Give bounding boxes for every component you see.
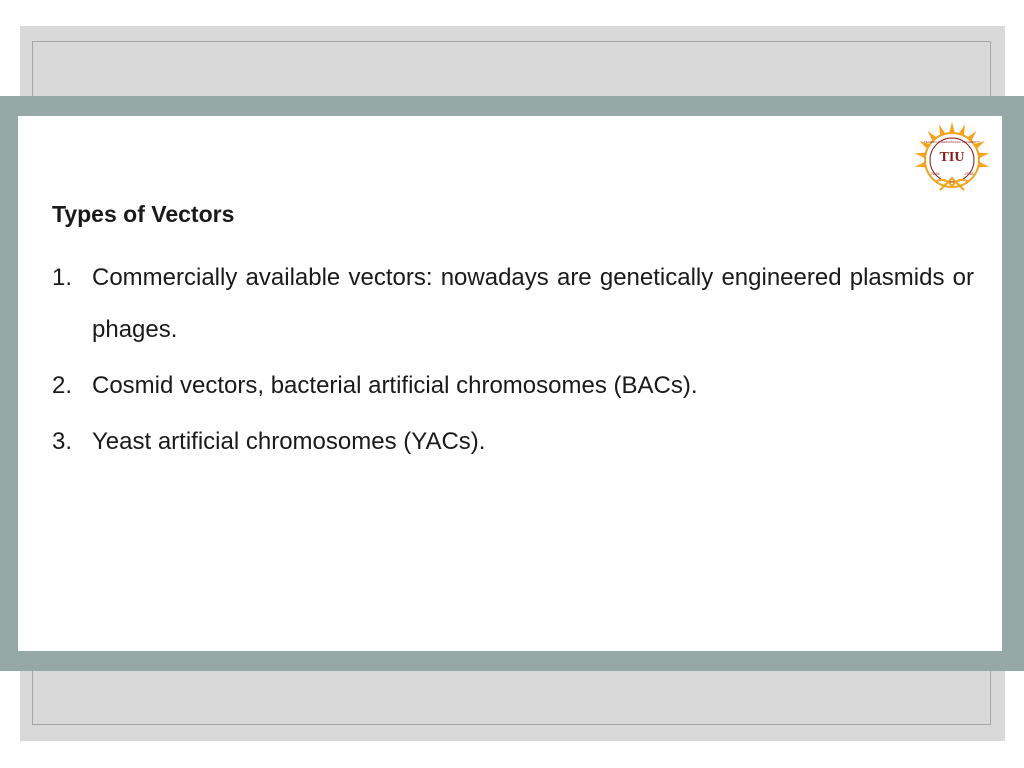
logo-year-left: 2006 (930, 171, 940, 176)
list-item-number: 1. (52, 264, 73, 291)
vector-types-list (52, 252, 974, 472)
list-item (52, 360, 974, 412)
list-item (52, 252, 974, 356)
list-item (52, 416, 974, 468)
list-item-text: Commercially available vectors: nowadays are genetically engineered plasmids or phages. (92, 264, 974, 343)
logo-ring-text: TECHNO INTERNATIONAL UNIVERSITY (923, 140, 981, 144)
list-item-number: 2. (52, 372, 73, 399)
list-item-text: Cosmid vectors, bacterial artificial chromosomes (BACs). (92, 372, 698, 399)
logo-initials: TIU (939, 150, 965, 165)
university-logo (906, 120, 998, 200)
list-item-text: Yeast artificial chromosomes (YACs). (92, 428, 486, 455)
list-item-number: 3. (52, 428, 73, 455)
slide-heading: Types of Vectors (52, 201, 235, 227)
logo-year-right: 2008 (964, 171, 974, 176)
